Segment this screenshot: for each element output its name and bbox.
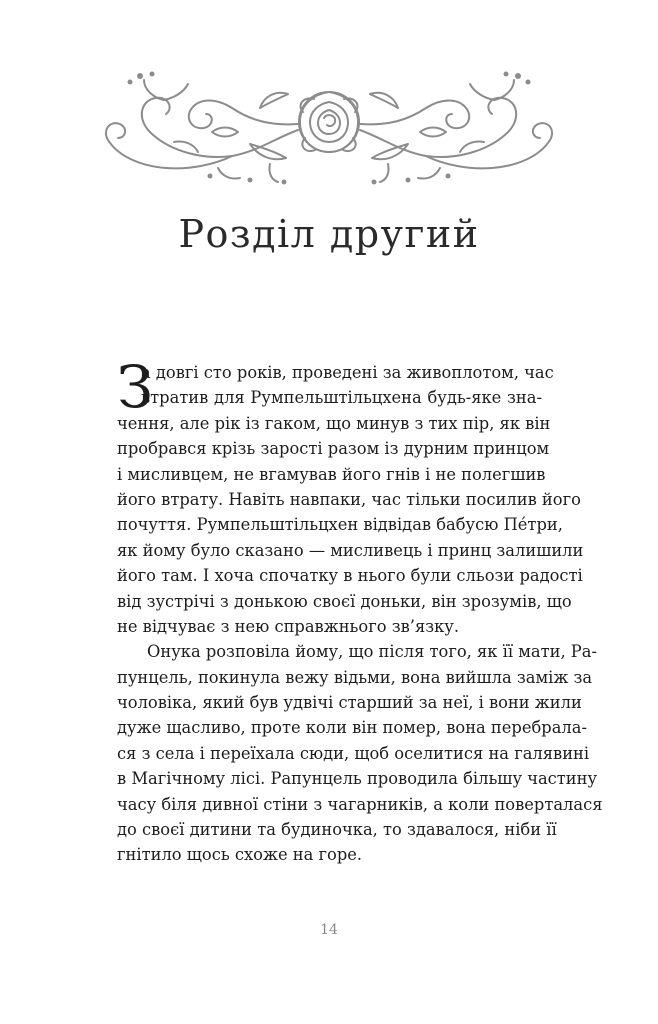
body-text xyxy=(117,353,603,868)
text-line: часу біля дивної стіни з чагарників, а коли поверталася xyxy=(117,794,603,814)
text-line: в Магічному лісі. Рапунцель проводила більшу частину xyxy=(117,769,598,789)
text-line: гнітило щось схоже на горе. xyxy=(117,845,363,865)
text-line: почуття. Румпельштільцхен відвідав бабусю Пе́три, xyxy=(117,515,563,535)
text-line: і мисливцем, не вгамував його гнів і не полегшив xyxy=(117,464,546,484)
text-line: не відчуває з нею справжнього зв’язку. xyxy=(117,616,460,636)
chapter-title: Розділ другий xyxy=(178,212,480,256)
text-line: чоловіка, який був удвічі старший за неї, і вони жили xyxy=(117,693,582,713)
right-scroll-icon xyxy=(360,72,552,185)
text-line: втратив для Румпельштільцхена будь-яке зна- xyxy=(141,388,542,408)
text-line: дуже щасливо, проте коли він помер, вона перебрала- xyxy=(117,718,587,738)
text-line: ся з села і переїхала сюди, щоб оселитися на галявині xyxy=(117,743,590,763)
drop-cap: З xyxy=(117,353,154,421)
page-number: 14 xyxy=(320,922,338,938)
text-line: його втрату. Навіть навпаки, час тільки посилив його xyxy=(117,489,581,509)
text-line: чення, але рік із гаком, що минув з тих пір, як він xyxy=(117,413,551,433)
left-scroll-icon xyxy=(106,72,298,185)
text-line: як йому було сказано — мисливець і принц залишили xyxy=(117,540,584,560)
text-line: його там. І хоча спочатку в нього були сльози радості xyxy=(117,566,583,586)
floral-rose-ornament-icon xyxy=(100,68,558,186)
rose-icon xyxy=(299,92,359,152)
text-line: пробрався крізь зарості разом із дурним принцом xyxy=(117,439,550,459)
text-line: до своєї дитини та будиночка, то здавалося, ніби її xyxy=(117,820,557,840)
text-line: пунцель, покинула вежу відьми, вона вийшла заміж за xyxy=(117,667,593,687)
text-line: Онука розповіла йому, що після того, як її мати, Ра- xyxy=(147,642,597,662)
text-line: а довгі сто років, проведені за живоплотом, час xyxy=(141,363,554,382)
text-line: від зустрічі з донькою своєї доньки, він зрозумів, що xyxy=(117,591,572,611)
